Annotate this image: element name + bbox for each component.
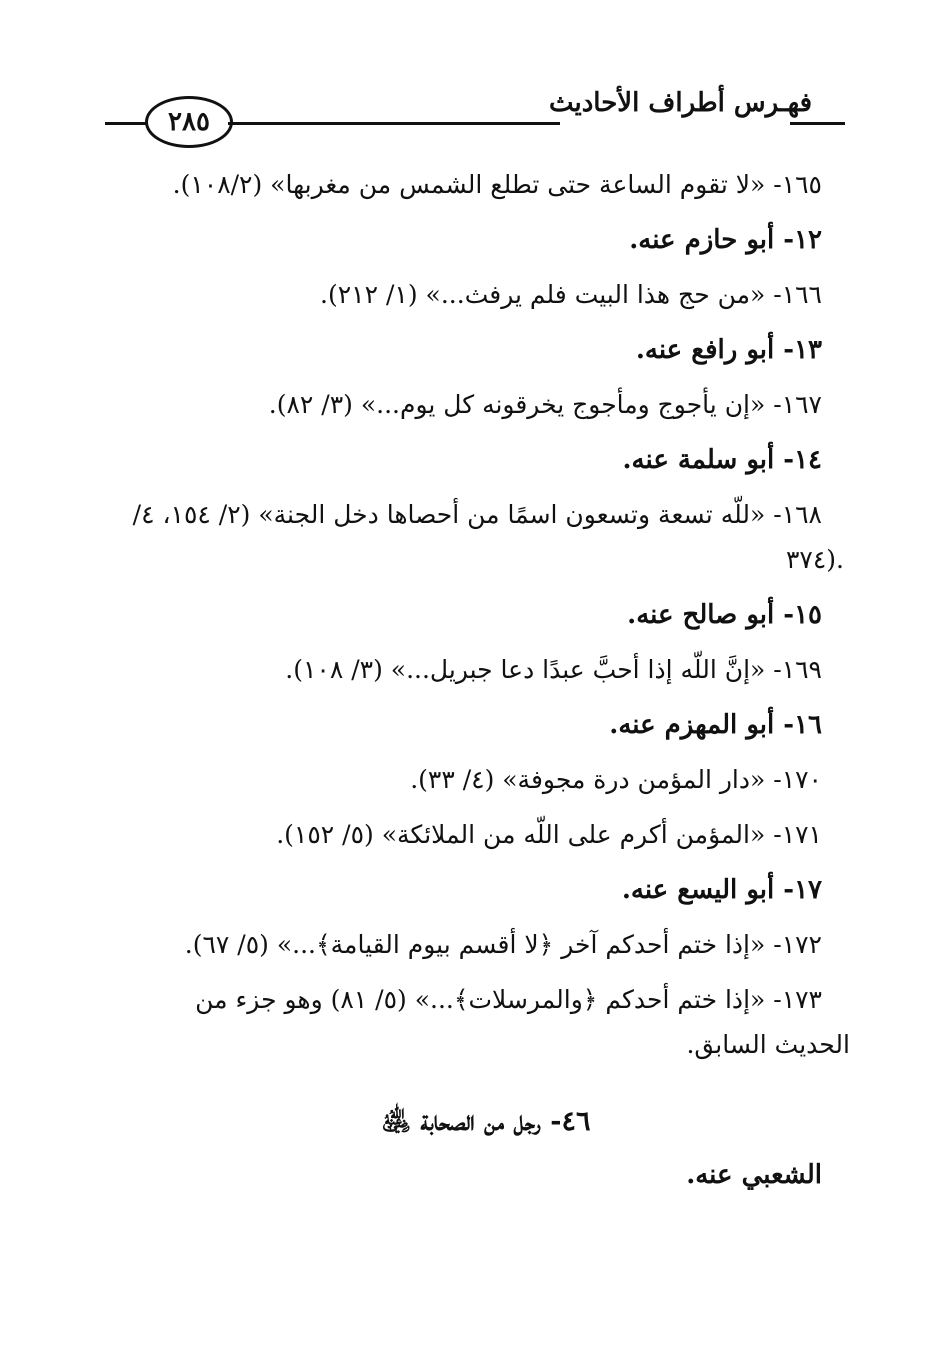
narrator-heading-12: ١٢- أبو حازم عنه. (629, 225, 822, 255)
hadith-entry-172: ١٧٢- «إذا ختم أحدكم آخر ﴿لا أقسم بيوم القيامة﴾...» (٥/ ٦٧). (184, 930, 822, 959)
narrator-heading-15: ١٥- أبو صالح عنه. (627, 600, 822, 630)
companion-section-heading: ٤٦- رجل من الصحابة ﵁ (381, 1106, 591, 1137)
hadith-entry-171: ١٧١- «المؤمن أكرم على اللّه من الملائكة» (٥/ ١٥٢). (276, 820, 822, 849)
header-rule-left (105, 122, 147, 125)
narrator-heading-13: ١٣- أبو رافع عنه. (635, 335, 822, 365)
narrator-heading-16: ١٦- أبو المهزم عنه. (609, 710, 822, 740)
page-number: ٢٨٥ (145, 96, 233, 148)
hadith-entry-166: ١٦٦- «من حج هذا البيت فلم يرفث...» (١/ ٢١٢). (320, 280, 822, 309)
header-rule-right (790, 122, 845, 125)
hadith-entry-169: ١٦٩- «إنَّ اللّه إذا أحبَّ عبدًا دعا جبريل...» (٣/ ١٠٨). (285, 655, 822, 684)
hadith-entry-168: ١٦٨- «للّه تسعة وتسعون اسمًا من أحصاها دخل الجنة» (٢/ ١٥٤، ٤/ (132, 500, 822, 529)
hadith-entry-173: ١٧٣- «إذا ختم أحدكم ﴿والمرسلات﴾...» (٥/ ٨١) وهو جزء من (195, 985, 822, 1014)
narrator-heading-17: ١٧- أبو اليسع عنه. (621, 875, 822, 905)
hadith-entry-168-continued: ٣٧٤). (786, 545, 844, 574)
hadith-entry-165: ١٦٥- «لا تقوم الساعة حتى تطلع الشمس من مغربها» (١٠٨/٢). (172, 170, 822, 199)
hadith-entry-167: ١٦٧- «إن يأجوج ومأجوج يخرقونه كل يوم...» (٣/ ٨٢). (268, 390, 822, 419)
hadith-entry-170: ١٧٠- «دار المؤمن درة مجوفة» (٤/ ٣٣). (410, 765, 822, 794)
narrator-heading-14: ١٤- أبو سلمة عنه. (622, 445, 822, 475)
hadith-entry-173-continued: الحديث السابق. (686, 1030, 850, 1059)
running-header-title: فهـرس أطراف الأحاديث (548, 88, 812, 118)
narrator-heading-shabi: الشعبي عنه. (686, 1160, 822, 1190)
header-rule-middle (228, 122, 560, 125)
